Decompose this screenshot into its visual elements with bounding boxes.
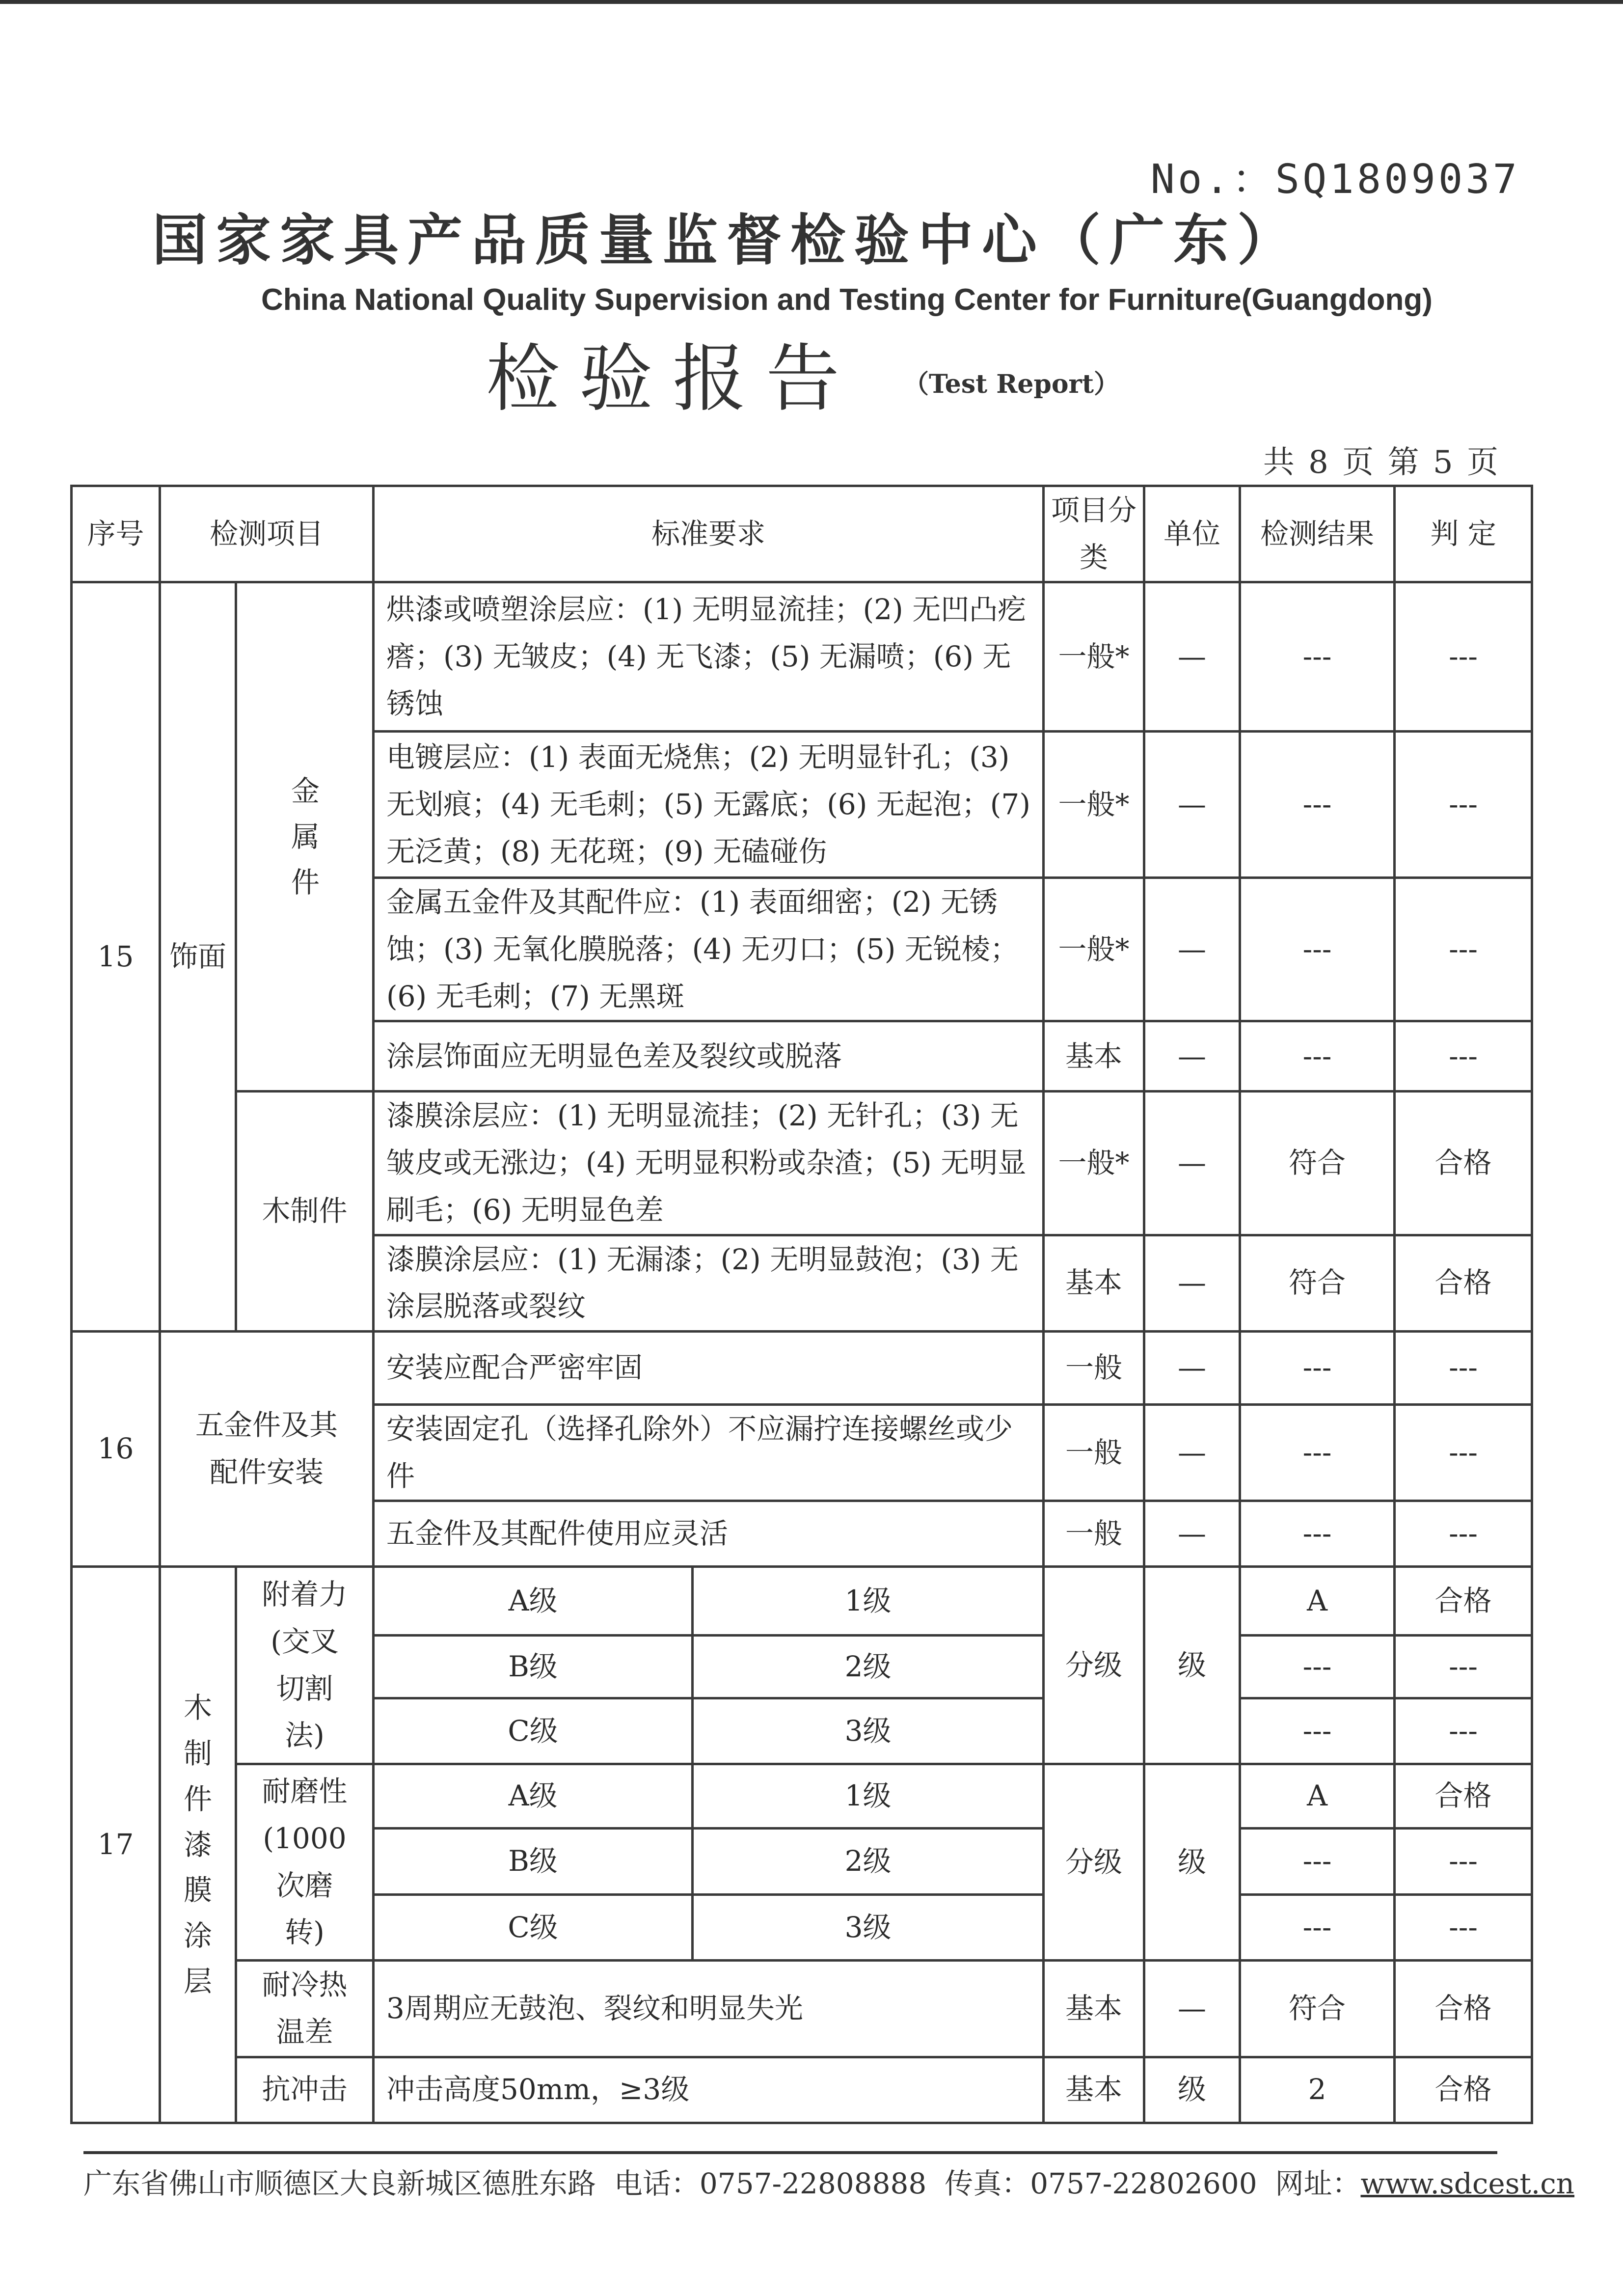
unit-cell: — <box>1144 582 1240 732</box>
result-cell: 符合 <box>1240 1235 1395 1331</box>
class-cell: 一般* <box>1044 1092 1144 1235</box>
grade-cell: B级 <box>374 1829 693 1895</box>
col-header-unit: 单位 <box>1144 486 1240 582</box>
level-cell: 2级 <box>693 1636 1044 1698</box>
result-cell: --- <box>1240 1021 1395 1092</box>
item-sub: 附着力(交叉切割法) <box>236 1567 374 1764</box>
table-row <box>72 1092 1532 1235</box>
result-cell: --- <box>1240 582 1395 732</box>
unit-cell: 级 <box>1144 1567 1240 1764</box>
verdict-cell: --- <box>1395 1021 1532 1092</box>
standard-text: 3周期应无鼓泡、裂纹和明显失光 <box>374 1961 1044 2057</box>
grade-cell: A级 <box>374 1764 693 1829</box>
verdict-cell: 合格 <box>1395 2057 1532 2123</box>
footer <box>83 2160 1574 2202</box>
item-sub: 木制件 <box>236 1092 374 1331</box>
unit-cell: — <box>1144 1021 1240 1092</box>
col-header-standard: 标准要求 <box>374 486 1044 582</box>
result-cell: --- <box>1240 1829 1395 1895</box>
result-cell: A <box>1240 1764 1395 1829</box>
item-sub: 耐冷热温差 <box>236 1961 374 2057</box>
class-cell: 基本 <box>1044 1235 1144 1331</box>
result-cell: --- <box>1240 1331 1395 1404</box>
class-cell: 基本 <box>1044 1961 1144 2057</box>
unit-cell: — <box>1144 1961 1240 2057</box>
report-number: No.：SQ1809037 <box>1150 156 1520 203</box>
standard-text: 烘漆或喷塑涂层应：(1) 无明显流挂；(2) 无凹凸疙瘩；(3) 无皱皮；(4) 无飞漆；(5) 无漏喷；(6) 无锈蚀 <box>374 582 1044 732</box>
class-cell: 一般* <box>1044 582 1144 732</box>
scan-edge <box>0 0 1623 4</box>
org-title-en: China National Quality Supervision and Testing Center for Furniture(Guangdong) <box>261 283 1433 317</box>
result-cell: --- <box>1240 878 1395 1021</box>
level-cell: 3级 <box>693 1698 1044 1764</box>
col-header-verdict: 判 定 <box>1395 486 1532 582</box>
col-header-result: 检测结果 <box>1240 486 1395 582</box>
result-cell: --- <box>1240 732 1395 878</box>
verdict-cell: --- <box>1395 582 1532 732</box>
verdict-cell: 合格 <box>1395 1092 1532 1235</box>
col-header-item: 检测项目 <box>160 486 374 582</box>
level-cell: 2级 <box>693 1829 1044 1895</box>
class-cell: 分级 <box>1044 1764 1144 1961</box>
test-results-table <box>70 485 1533 2124</box>
verdict-cell: --- <box>1395 1895 1532 1961</box>
grade-cell: B级 <box>374 1636 693 1698</box>
seq-no: 17 <box>72 1567 160 2123</box>
standard-text: 涂层饰面应无明显色差及裂纹或脱落 <box>374 1021 1044 1092</box>
table-row <box>72 1961 1532 2057</box>
item-sub: 金属件 <box>236 582 374 1092</box>
item-sub: 耐磨性(1000次磨转) <box>236 1764 374 1961</box>
class-cell: 分级 <box>1044 1567 1144 1764</box>
unit-cell: — <box>1144 1235 1240 1331</box>
verdict-cell: 合格 <box>1395 1235 1532 1331</box>
standard-text: 安装固定孔（选择孔除外）不应漏拧连接螺丝或少件 <box>374 1404 1044 1501</box>
verdict-cell: 合格 <box>1395 1961 1532 2057</box>
table-header-row <box>72 486 1532 582</box>
class-cell: 一般 <box>1044 1404 1144 1501</box>
result-cell: 2 <box>1240 2057 1395 2123</box>
verdict-cell: --- <box>1395 1698 1532 1764</box>
standard-text: 金属五金件及其配件应：(1) 表面细密；(2) 无锈蚀；(3) 无氧化膜脱落；(4) 无刃口；(5) 无锐棱；(6) 无毛刺；(7) 无黑斑 <box>374 878 1044 1021</box>
unit-cell: 级 <box>1144 1764 1240 1961</box>
standard-text: 漆膜涂层应：(1) 无漏漆；(2) 无明显鼓泡；(3) 无涂层脱落或裂纹 <box>374 1235 1044 1331</box>
table-row <box>72 1331 1532 1404</box>
grade-cell: C级 <box>374 1895 693 1961</box>
class-cell: 一般* <box>1044 878 1144 1021</box>
seq-no: 15 <box>72 582 160 1332</box>
footer-fax: 传真：0757-22802600 <box>945 2167 1257 2200</box>
verdict-cell: --- <box>1395 1829 1532 1895</box>
class-cell: 基本 <box>1044 1021 1144 1092</box>
footer-url-link[interactable]: www.sdcest.cn <box>1360 2167 1575 2200</box>
level-cell: 1级 <box>693 1764 1044 1829</box>
result-cell: --- <box>1240 1895 1395 1961</box>
footer-address: 广东省佛山市顺德区大良新城区德胜东路 <box>83 2167 596 2200</box>
report-title-en: （Test Report） <box>903 369 1119 399</box>
col-header-no: 序号 <box>72 486 160 582</box>
result-cell: 符合 <box>1240 1961 1395 2057</box>
verdict-cell: --- <box>1395 1331 1532 1404</box>
result-cell: A <box>1240 1567 1395 1636</box>
standard-text: 冲击高度50mm，≥3级 <box>374 2057 1044 2123</box>
verdict-cell: 合格 <box>1395 1567 1532 1636</box>
unit-cell: 级 <box>1144 2057 1240 2123</box>
class-cell: 一般 <box>1044 1501 1144 1567</box>
verdict-cell: --- <box>1395 878 1532 1021</box>
footer-divider <box>83 2151 1497 2154</box>
item-group: 饰面 <box>160 582 236 1332</box>
unit-cell: — <box>1144 878 1240 1021</box>
footer-phone: 电话：0757-22808888 <box>614 2167 927 2200</box>
standard-text: 电镀层应：(1) 表面无烧焦；(2) 无明显针孔；(3) 无划痕；(4) 无毛刺；(5) 无露底；(6) 无起泡；(7) 无泛黄；(8) 无花斑；(9) 无磕碰伤 <box>374 732 1044 878</box>
org-title-cn: 国家家具产品质量监督检验中心（广东） <box>152 209 1301 273</box>
class-cell: 基本 <box>1044 2057 1144 2123</box>
standard-text: 五金件及其配件使用应灵活 <box>374 1501 1044 1567</box>
seq-no: 16 <box>72 1331 160 1566</box>
footer-web-label: 网址： <box>1275 2167 1361 2200</box>
col-header-class: 项目分类 <box>1044 486 1144 582</box>
table-row <box>72 582 1532 732</box>
class-cell: 一般 <box>1044 1331 1144 1404</box>
result-cell: --- <box>1240 1404 1395 1501</box>
unit-cell: — <box>1144 1331 1240 1404</box>
class-cell: 一般* <box>1044 732 1144 878</box>
item-name: 五金件及其配件安装 <box>160 1331 374 1566</box>
result-cell: --- <box>1240 1698 1395 1764</box>
grade-cell: C级 <box>374 1698 693 1764</box>
result-cell: --- <box>1240 1501 1395 1567</box>
verdict-cell: --- <box>1395 1404 1532 1501</box>
verdict-cell: --- <box>1395 1636 1532 1698</box>
table-row <box>72 1567 1532 1636</box>
table-row <box>72 1764 1532 1829</box>
table-row <box>72 2057 1532 2123</box>
report-title: 检验报告 <box>486 336 860 422</box>
level-cell: 3级 <box>693 1895 1044 1961</box>
standard-text: 漆膜涂层应：(1) 无明显流挂；(2) 无针孔；(3) 无皱皮或无涨边；(4) 无明显积粉或杂渣；(5) 无明显刷毛；(6) 无明显色差 <box>374 1092 1044 1235</box>
result-cell: 符合 <box>1240 1092 1395 1235</box>
verdict-cell: --- <box>1395 732 1532 878</box>
item-sub: 抗冲击 <box>236 2057 374 2123</box>
unit-cell: — <box>1144 1501 1240 1567</box>
result-cell: --- <box>1240 1636 1395 1698</box>
unit-cell: — <box>1144 732 1240 878</box>
item-group: 木制件漆膜涂层 <box>160 1567 236 2123</box>
grade-cell: A级 <box>374 1567 693 1636</box>
standard-text: 安装应配合严密牢固 <box>374 1331 1044 1404</box>
level-cell: 1级 <box>693 1567 1044 1636</box>
verdict-cell: 合格 <box>1395 1764 1532 1829</box>
verdict-cell: --- <box>1395 1501 1532 1567</box>
unit-cell: — <box>1144 1404 1240 1501</box>
page-info: 共 8 页 第 5 页 <box>1263 444 1500 481</box>
unit-cell: — <box>1144 1092 1240 1235</box>
